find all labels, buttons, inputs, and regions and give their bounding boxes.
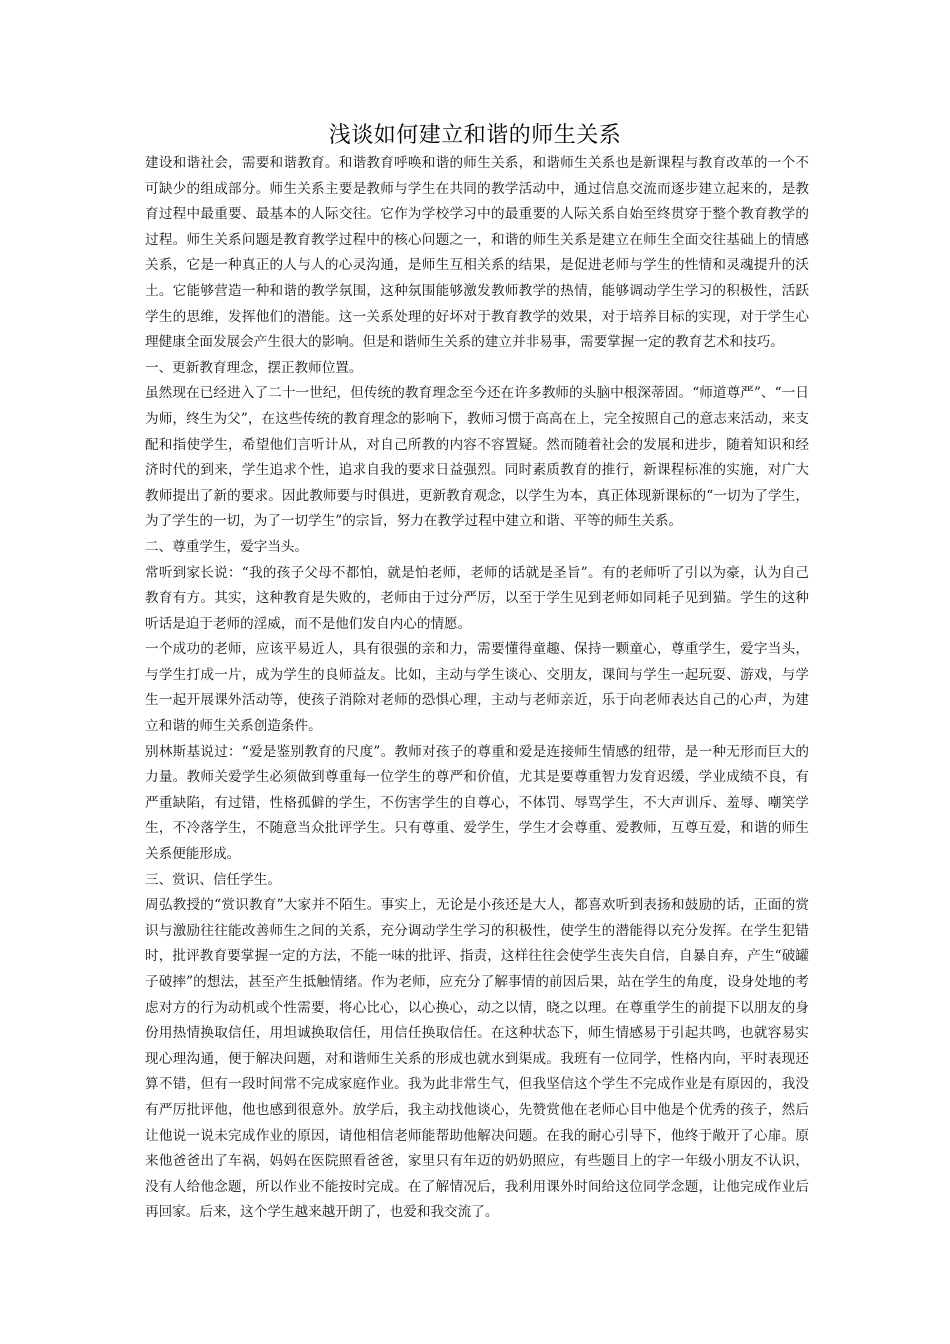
section-heading-1: 一、更新教育理念，摆正教师位置。	[145, 359, 363, 376]
paragraph-section-1: 虽然现在已经进入了二十一世纪，但传统的教育理念至今还在许多教师的头脑中根深蒂固。“师道尊严”、“一日为师，终生为父”，在这些传统的教育理念的影响下，教师习惯于高高在上，完全按照自己的意志来活动，来支配和指使学生，希望他们言听计从，对自己所教的内容不容置疑。然而随着社会的发展和进步，随着知识和经济时代的到来，学生追求个性，追求自我的要求日益强烈。同时素质教育的推行，新课程标准的实施，对广大教师提出了新的要求。因此教师要与时俱进，更新教育观念，以学生为本，真正体现新课标的“一切为了学生，为了学生的一切，为了一切学生”的宗旨，努力在教学过程中建立和谐、平等的师生关系。	[145, 385, 809, 530]
paragraph-intro: 建设和谐社会，需要和谐教育。和谐教育呼唤和谐的师生关系，和谐师生关系也是新课程与教育改革的一个不可缺少的组成部分。师生关系主要是教师与学生在共同的教学活动中，通过信息交流而逐步建立起来的，是教育过程中最重要、最基本的人际交往。它作为学校学习中的最重要的人际关系自始至终贯穿于整个教育教学的过程。师生关系问题是教育教学过程中的核心问题之一，和谐的师生关系是建立在师生全面交往基础上的情感关系，它是一种真正的人与人的心灵沟通，是师生互相关系的结果，是促进老师与学生的性情和灵魂提升的沃土。它能够营造一种和谐的教学氛围，这种氛围能够激发教师教学的热情，能够调动学生学习的积极性，活跃学生的思维，发挥他们的潜能。这一关系处理的好坏对于教育教学的效果，对于培养目标的实现，对于学生心理健康全面发展会产生很大的影响。但是和谐师生关系的建立并非易事，需要掌握一定的教育艺术和技巧。	[145, 155, 809, 351]
document-title: 浅谈如何建立和谐的师生关系	[328, 123, 622, 148]
paragraph-section-2c: 别林斯基说过：“爱是鉴别教育的尺度”。教师对孩子的尊重和爱是连接师生情感的纽带，是一种无形而巨大的力量。教师关爱学生必须做到尊重每一位学生的尊严和价值，尤其是要尊重智力发育迟缓，学业成绩不良，有严重缺陷，有过错，性格孤僻的学生，不伤害学生的自尊心，不体罚、辱骂学生，不大声训斥、羞辱、嘲笑学生，不冷落学生，不随意当众批评学生。只有尊重、爱学生，学生才会尊重、爱教师，互尊互爱，和谐的师生关系便能形成。	[145, 743, 809, 863]
paragraph-section-2a: 常听到家长说：“我的孩子父母不都怕，就是怕老师，老师的话就是圣旨”。有的老师听了引以为豪，认为自己教育有方。其实，这种教育是失败的，老师由于过分严厉，以至于学生见到老师如同耗子见到猫。学生的这种听话是迫于老师的淫威，而不是他们发自内心的情愿。	[145, 564, 809, 632]
section-heading-2: 二、尊重学生，爱字当头。	[145, 538, 309, 555]
document-body	[145, 151, 809, 1226]
section-heading-3: 三、赏识、信任学生。	[145, 871, 281, 888]
paragraph-section-3: 周弘教授的“赏识教育”大家并不陌生。事实上，无论是小孩还是大人，都喜欢听到表扬和鼓励的话，正面的赏识与激励往往能改善师生之间的关系，充分调动学生学习的积极性，使学生的潜能得以充分发挥。在学生犯错时，批评教育要掌握一定的方法，不能一味的批评、指责，这样往往会使学生丧失自信，自暴自弃，产生“破罐子破摔”的想法，甚至产生抵触情绪。作为老师，应充分了解事情的前因后果，站在学生的角度，设身处地的考虑对方的行为动机或个性需要，将心比心，以心换心，动之以情，晓之以理。在尊重学生的前提下以朋友的身份用热情换取信任，用坦诚换取信任，用信任换取信任。在这种状态下，师生情感易于引起共鸣，也就容易实现心理沟通，便于解决问题，对和谐师生关系的形成也就水到渠成。我班有一位同学，性格内向，平时表现还算不错，但有一段时间常不完成家庭作业。我为此非常生气，但我坚信这个学生不完成作业是有原因的，我没有严厉批评他，他也感到很意外。放学后，我主动找他谈心，先赞赏他在老师心目中他是个优秀的孩子，然后让他说一说未完成作业的原因，请他相信老师能帮助他解决问题。在我的耐心引导下，他终于敞开了心扉。原来他爸爸出了车祸，妈妈在医院照看爸爸，家里只有年迈的奶奶照应，有些题目上的字一年级小朋友不认识，没有人给他念题，所以作业不能按时完成。在了解情况后，我利用课外时间给这位同学念题，让他完成作业后再回家。后来，这个学生越来越开朗了，也爱和我交流了。	[145, 897, 809, 1221]
paragraph-section-2b: 一个成功的老师，应该平易近人，具有很强的亲和力，需要懂得童趣、保持一颗童心，尊重学生，爱字当头，与学生打成一片，成为学生的良师益友。比如，主动与学生谈心、交朋友，课间与学生一起玩耍、游戏，与学生一起开展课外活动等，使孩子消除对老师的恐惧心理，主动与老师亲近，乐于向老师表达自己的心声，为建立和谐的师生关系创造条件。	[145, 641, 809, 735]
